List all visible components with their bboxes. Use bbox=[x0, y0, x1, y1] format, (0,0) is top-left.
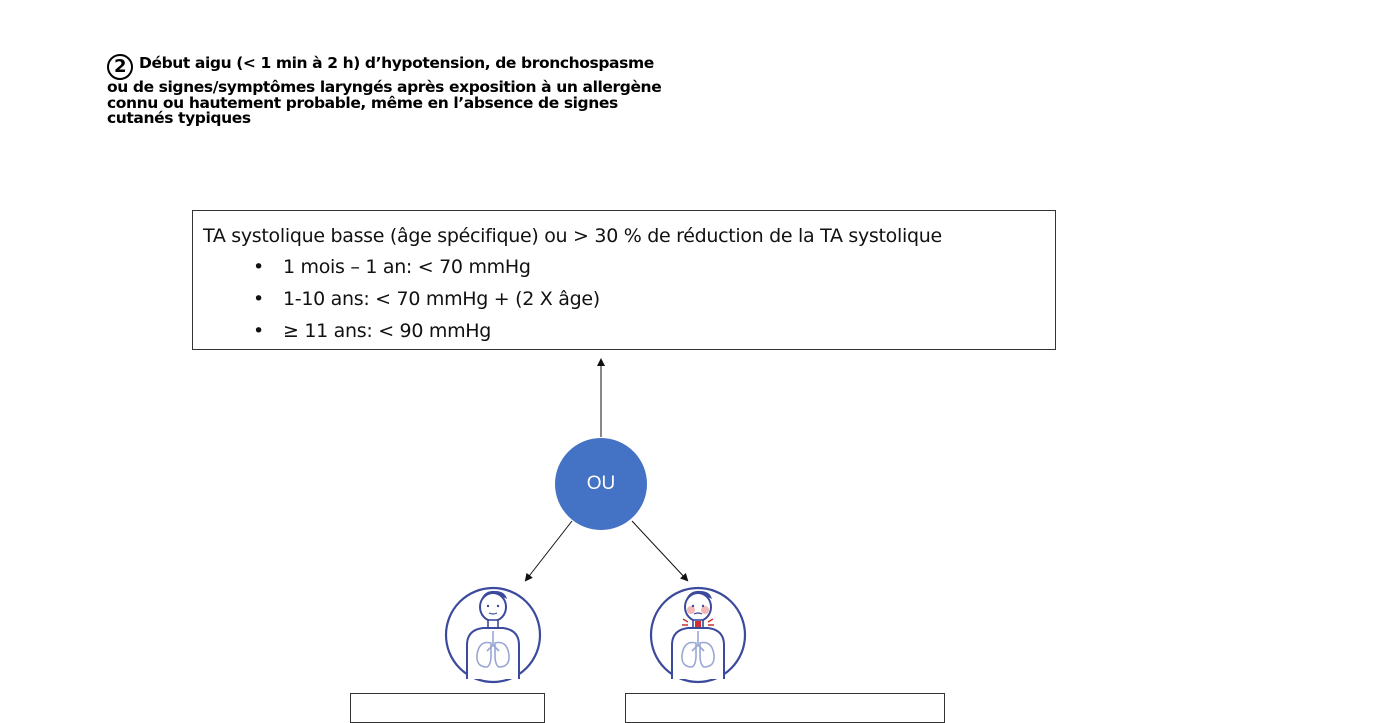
criterion-number-badge: 2 bbox=[107, 54, 133, 80]
person-lungs-laryngeal-icon bbox=[648, 585, 748, 685]
bullet-icon: • bbox=[253, 288, 264, 310]
criterion-heading-text: Début aigu (< 1 min à 2 h) d’hypotension, de bronchospasme ou de signes/symptômes laryngés après exposition à un allergène connu ou hautement probable, même en l’absence de signes cutanés typiques bbox=[107, 54, 662, 127]
bullet-icon: • bbox=[253, 256, 264, 278]
bronchospasm-box bbox=[350, 693, 545, 723]
list-item-text: 1 mois – 1 an: < 70 mmHg bbox=[283, 256, 531, 278]
bullet-icon: • bbox=[253, 320, 264, 342]
or-connector-node: OU bbox=[555, 438, 647, 530]
blood-pressure-title: TA systolique basse (âge spécifique) ou > 30 % de réduction de la TA systolique bbox=[203, 225, 942, 247]
arrow-left bbox=[526, 521, 572, 580]
list-item-text: ≥ 11 ans: < 90 mmHg bbox=[283, 320, 492, 342]
list-item-text: 1-10 ans: < 70 mmHg + (2 X âge) bbox=[283, 288, 600, 310]
arrow-right bbox=[632, 521, 687, 580]
laryngeal-box bbox=[625, 693, 945, 723]
person-lungs-bronchospasm-icon bbox=[443, 585, 543, 685]
